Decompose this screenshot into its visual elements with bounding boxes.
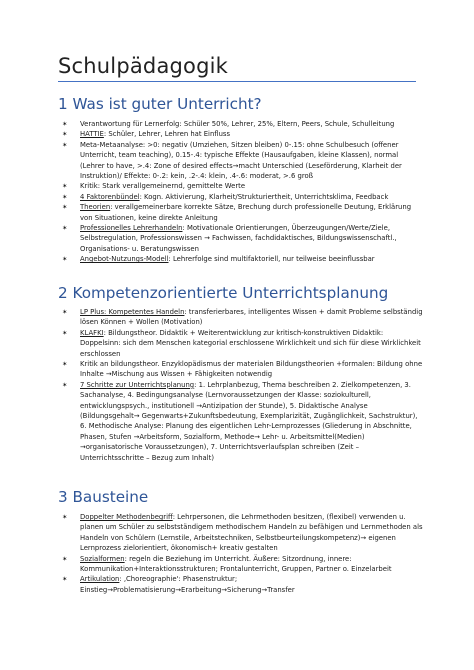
star-bullet-icon: ✶: [62, 554, 68, 563]
list-item: ✶ Artikulation: ‚Choreographie': Phasenstruktur; Einstieg→Problematisierung→Erarbeitung→Sicherung→Transfer: [62, 575, 295, 594]
section-list-3: [62, 512, 424, 595]
section-heading-2: 2 Kompetenzorientierte Unterrichtsplanung: [58, 284, 389, 302]
star-bullet-icon: ✶: [62, 224, 68, 233]
list-item: ✶ 7 Schritte zur Unterrichtsplanung: 1. Lehrplanbezug, Thema beschreiben 2. Zielkompetenzen, 3. Sachanalyse, 4. Bedingungsanalyse (Lernvoraussetzungen der Klasse: soziokulturell, entwicklungspsych., institutionell →Antizipation der Stunde), 5. Didaktische Analyse (Bildungsgehalt→ Gegenwarts+Zukunftsbedeutung, Exemplarizität, Zugänglichkeit, Sachstruktur), 6. Methodische Analyse: Planung des eigentlichen Lehr-Lernprozesses (Gliederung in Abschnitte, Phasen, Stufen →Arbeitsform, Sozialform, Methode→ Lehr- u. Arbeitsmittel(Medien) →organisatorische Voraussetzungen), 7. Unterrichtsverlaufsplan schreiben (Zeit – Unterrichtsschritte – Bezug zum Inhalt): [62, 380, 418, 462]
star-bullet-icon: ✶: [62, 328, 68, 337]
list-item: ✶ Professionelles Lehrerhandeln: Motivationale Orientierungen, Überzeugungen/Werte/Ziele, Selbstregulation, Professionswissen → Fachwissen, fachdidaktisches, Bildungswissenschaftl., Organisations- u. Beratungswissen: [62, 224, 397, 253]
list-item: ✶ Verantwortung für Lernerfolg: Schüler 50%, Lehrer, 25%, Eltern, Peers, Schule, Schulleitung: [62, 120, 395, 128]
star-bullet-icon: ✶: [62, 192, 68, 201]
list-item: ✶ Doppelter Methodenbegriff: Lehrpersonen, die Lehrmethoden besitzen, (flexibel) verwenden u. planen um Schüler zu selbstständigem methodischem Handeln zu befähigen und Lernmethoden als Handeln von Schülern (Lernstile, Arbeitstechniken, Selbstbeurteilungskompetenz)→ eigenen Lernprozess zielorientiert, ökonomisch+ kreativ gestalten: [62, 513, 423, 553]
list-item: ✶ 4 Faktorenbündel: Kogn. Aktivierung, Klarheit/Strukturiertheit, Unterrichtsklima, Feedback: [62, 192, 389, 201]
list-item: ✶ Kritik: Stark verallgemeinernd, gemittelte Werte: [62, 182, 246, 191]
star-bullet-icon: ✶: [62, 360, 68, 369]
section-heading-1: 1 Was ist guter Unterricht?: [58, 95, 262, 113]
title-underline: [58, 81, 416, 82]
section-list-2: [62, 307, 424, 463]
star-bullet-icon: ✶: [62, 380, 68, 389]
list-item: ✶ HATTIE: Schüler, Lehrer, Lehren hat Einfluss: [62, 130, 231, 139]
list-item: ✶ Angebot-Nutzungs-Modell: Lehrerfolge sind multifaktoriell, nur teilweise beeinflussbar: [62, 255, 375, 264]
list-item: ✶ Meta-Metaanalyse: >0: negativ (Umziehen, Sitzen bleiben) 0-.15: ohne Schulbesuch (offener Unterricht, team teaching), 0.15-.4: typische Effekte (Hausaufgaben, kleine Klassen), normal (Lehrer to have, >.4: Zone of desired effects→macht Unterschied (Leseförderung, Klarheit der Instruktion)/ Effekte: 0-.2: kein, .2-.4: klein, .4-.6: moderat, >.6 groß: [62, 140, 402, 181]
star-bullet-icon: ✶: [62, 140, 68, 149]
star-bullet-icon: ✶: [62, 513, 68, 521]
page-title: Schulpädagogik: [58, 54, 229, 78]
section-list-1: [62, 119, 424, 265]
star-bullet-icon: ✶: [62, 120, 68, 128]
list-item: ✶ Theorien: verallgemeinerbare korrekte Sätze, Brechung durch professionelle Deutung, Erklärung von Situationen, keine direkte Anleitung: [62, 203, 412, 222]
star-bullet-icon: ✶: [62, 203, 68, 212]
list-item: ✶ Sozialformen: regeln die Beziehung im Unterricht. Äußere: Sitzordnung, innere: Kommunikation+Interaktionsstrukturen; Frontalunterricht, Gruppen, Partner o. Einzelarbeit: [62, 554, 392, 574]
list-item: ✶ LP Plus: Kompetentes Handeln: transferierbares, intelligentes Wissen + damit Probleme selbständig lösen Können + Wollen (Motivation): [62, 308, 423, 327]
star-bullet-icon: ✶: [62, 255, 68, 264]
list-item: ✶ KLAFKI: Bildungstheor. Didaktik + Weiterentwicklung zur kritisch-konstruktiven Didaktik: Doppelsinn: sich dem Menschen kategorial erschlossene Wirklichkeit und sich für diese Wirklichkeit erschlossen: [62, 328, 421, 358]
star-bullet-icon: ✶: [62, 182, 68, 191]
star-bullet-icon: ✶: [62, 575, 68, 584]
star-bullet-icon: ✶: [62, 308, 68, 316]
star-bullet-icon: ✶: [62, 130, 68, 139]
section-heading-3: 3 Bausteine: [58, 488, 149, 506]
list-item: ✶ Kritik an bildungstheor. Enzyklopädismus der materialen Bildungstheorien +formalen: Bildung ohne Inhalte →Mischung aus Wissen + Fähigkeiten notwendig: [62, 360, 423, 379]
